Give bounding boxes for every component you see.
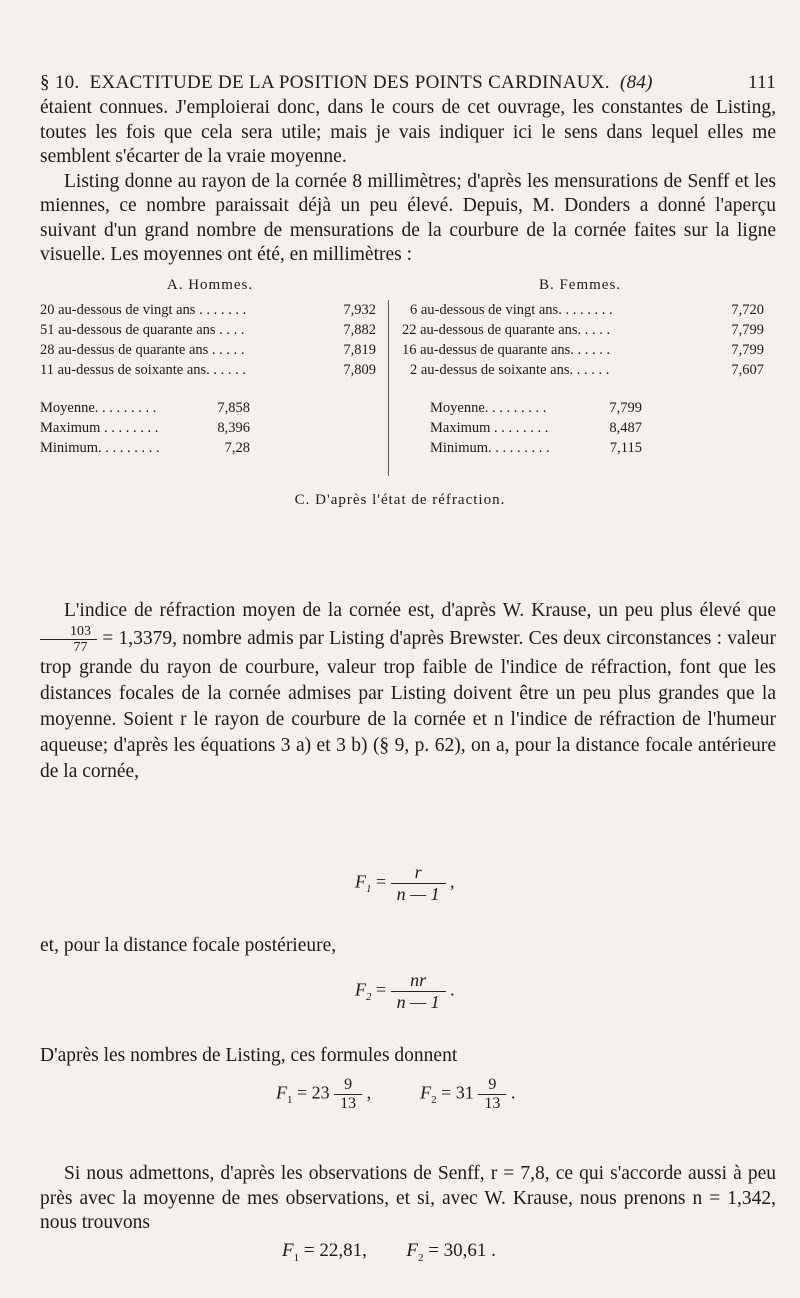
formula-value: = 22,81,	[303, 1240, 367, 1261]
formula-end: .	[510, 1082, 516, 1103]
row-label: Maximum . . . . . . . .	[40, 420, 159, 436]
row-value: 7,799	[731, 342, 764, 358]
formula-fraction	[334, 1076, 362, 1113]
formula-end: .	[450, 979, 455, 1000]
section-number: § 10.	[40, 72, 80, 93]
hommes-title: A. Hommes.	[166, 277, 254, 293]
para2-text-b: = 1,3379, nombre admis par Listing d'après Brewster. Ces deux circonstances : valeur trop grande du rayon de courbure, valeur trop faible de l'indice de réfraction, font que les distances focales de la cornée admises par Listing doivent être un peu plus grandes que la moyenne. Soient r le rayon de courbure de la cornée et n l'indice de réfraction de l'humeur aqueuse; d'après les équations 3 a) et 3 b) (§ 9, p. 62), on a, pour la distance focale antérieure de la cornée,	[40, 627, 777, 782]
row-value: 7,882	[343, 322, 376, 338]
row-label: 16 au-dessus de quarante ans. . . . . .	[402, 342, 611, 358]
formula-integer: = 31	[441, 1082, 474, 1103]
formula-lhs: F	[406, 1240, 418, 1261]
fraction-numerator: r	[391, 862, 446, 884]
formula-integer: = 23	[297, 1082, 330, 1103]
formula-end: ,	[366, 1082, 372, 1103]
formula-lhs: F	[282, 1240, 294, 1261]
fraction-numerator: nr	[391, 970, 446, 992]
refraction-paragraph	[40, 598, 776, 785]
row-value: 7,115	[609, 440, 642, 456]
formula-lhs: F	[420, 1082, 432, 1103]
fraction-denominator: 13	[340, 1095, 357, 1112]
page-number: 111	[748, 72, 776, 93]
fraction-denominator: n — 1	[396, 992, 440, 1012]
fraction-numerator: 103	[40, 624, 97, 640]
formula-subscript: 2	[366, 991, 372, 1004]
row-label: 28 au-dessus de quarante ans . . . . .	[40, 342, 245, 358]
intro-paragraph	[40, 96, 776, 268]
row-value: 7,607	[731, 362, 764, 378]
formula-lhs: F	[355, 871, 366, 892]
femmes-title: B. Femmes.	[538, 277, 622, 293]
para5-text: Si nous admettons, d'après les observations de Senff, r = 7,8, ce qui s'accorde aussi à peu près avec la moyenne de mes observations, et si, avec W. Krause, nous prenons n = 1,342, nous trouvons	[40, 1163, 776, 1233]
fraction-denominator: 13	[484, 1095, 501, 1112]
row-value: 8,396	[217, 420, 250, 436]
row-label: 11 au-dessus de soixante ans. . . . . .	[40, 362, 247, 378]
senff-paragraph	[40, 1162, 776, 1236]
row-label: Moyenne. . . . . . . . .	[40, 400, 157, 416]
formula-subscript: 1	[287, 1094, 293, 1107]
refraction-title: C. D'après l'état de réfraction.	[294, 492, 506, 508]
formula-subscript: 2	[431, 1094, 437, 1107]
formula-end: ,	[450, 871, 455, 892]
focal-posterior-line	[40, 934, 776, 959]
formula-f2: $F_2$ = $\frac{nr}{n — 1}$ .	[355, 970, 455, 1012]
row-value: 7,932	[343, 302, 376, 318]
row-value: 7,799	[609, 400, 642, 416]
row-label: Maximum . . . . . . . .	[430, 420, 549, 436]
header-title: EXACTITUDE DE LA POSITION DES POINTS CARDINAUX.	[89, 72, 610, 93]
formula-lhs: F	[276, 1082, 287, 1103]
listing-numbers-line	[40, 1044, 776, 1069]
row-label: Minimum. . . . . . . . .	[40, 440, 160, 456]
row-value: 7,28	[224, 440, 250, 456]
para2-text-a: L'indice de réfraction moyen de la cornée est, d'après W. Krause, un peu plus élevé que	[64, 600, 776, 621]
intro-text-2: Listing donne au rayon de la cornée 8 millimètres; d'après les mensurations de Senff et les miennes, ce nombre paraissait déjà un peu élevé. Depuis, M. Donders a donné l'aperçu suivant d'un grand nombre de mensurations de la courbure de la cornée faites sur la ligne visuelle. Les moyennes ont été, en millimètres :	[40, 170, 776, 265]
row-value: 7,819	[343, 342, 376, 358]
fraction-numerator: 9	[334, 1076, 362, 1095]
column-divider	[388, 300, 389, 476]
formula-listing	[276, 1076, 515, 1113]
row-value: 7,809	[343, 362, 376, 378]
row-value: 7,799	[731, 322, 764, 338]
formula-fraction	[478, 1076, 506, 1113]
row-label: 6 au-dessous de vingt ans. . . . . . . .	[410, 302, 613, 318]
running-header	[40, 72, 776, 94]
formula-f1: $F_1$ = $\frac{r}{n — 1}$ ,	[355, 862, 455, 904]
formula-value: = 30,61 .	[428, 1240, 496, 1261]
refraction-text	[40, 598, 776, 785]
formula-subscript: 1	[293, 1251, 300, 1264]
formula-lhs: F	[355, 979, 366, 1000]
para4-text: D'après les nombres de Listing, ces formules donnent	[40, 1045, 458, 1066]
row-label: 51 au-dessous de quarante ans . . . .	[40, 322, 245, 338]
row-label: 2 au-dessus de soixante ans. . . . . .	[410, 362, 610, 378]
fraction-numerator: 9	[478, 1076, 506, 1095]
row-value: 7,720	[731, 302, 764, 318]
formula-result	[282, 1240, 496, 1264]
formula-fraction	[391, 862, 446, 905]
row-value: 7,858	[217, 400, 250, 416]
formula-subscript: 1	[366, 883, 372, 896]
fraction-denominator: 77	[73, 640, 88, 655]
row-label: Moyenne. . . . . . . . .	[430, 400, 547, 416]
para3-text: et, pour la distance focale postérieure,	[40, 935, 337, 956]
formula-subscript: 2	[417, 1251, 424, 1264]
row-label: 22 au-dessous de quarante ans. . . . .	[402, 322, 611, 338]
header-ref: (84)	[619, 72, 653, 93]
fraction-denominator: n — 1	[396, 884, 440, 904]
inline-fraction	[40, 624, 97, 655]
row-value: 8,487	[609, 420, 642, 436]
row-label: 20 au-dessous de vingt ans . . . . . . .	[40, 302, 247, 318]
formula-fraction	[391, 970, 446, 1013]
row-label: Minimum. . . . . . . . .	[430, 440, 550, 456]
intro-text-1: étaient connues. J'emploierai donc, dans le cours de cet ouvrage, les constantes de Listing, toutes les fois que cela sera utile; mais je vais indiquer ici le sens dans lequel elles me semblent s'écarter de la vraie moyenne.	[40, 97, 776, 167]
